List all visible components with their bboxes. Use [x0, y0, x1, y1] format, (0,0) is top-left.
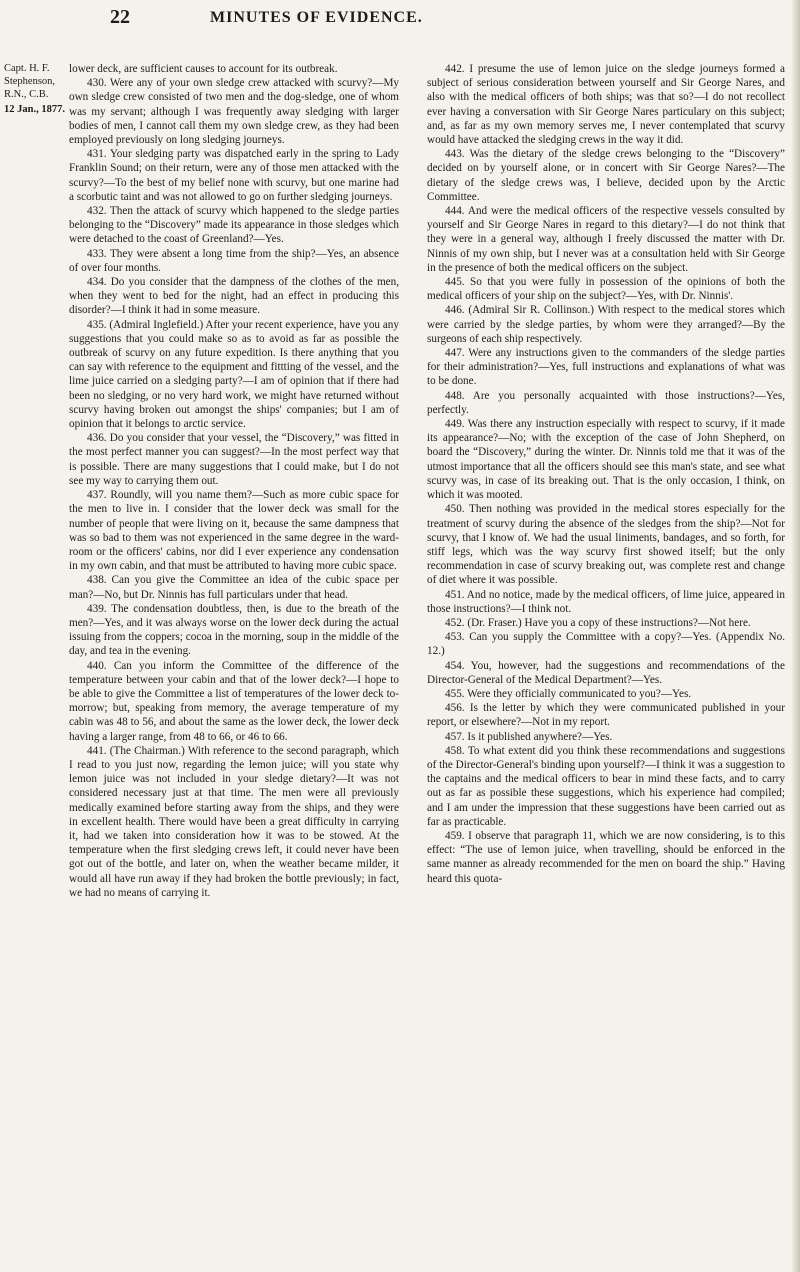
margin-witness-note: Capt. H. F. Stephenson, R.N., C.B. [4, 63, 56, 100]
paragraph: 457. Is it published anywhere?—Yes. [445, 730, 613, 743]
paragraph: 439. The condensation doubtless, then, is due to the breath of the men?—Yes, and it was always worse on the lower deck during the actual issuing from the coppers; cocoa in the morning, soup in the middle of the day, and tea in the evening. [69, 602, 399, 658]
paragraph: 437. Roundly, will you name them?—Such as more cubic space for the men to live in. I consider that the lower deck was small for the number of people that were living on it, because the same dampness that was so bad to them was not experienced in the same degree in the ward-room or the officers' cabins, nor did I ever experience any condensation in my own cabin, and that must be attributed to having more cubic space. [69, 489, 399, 573]
paragraph: 444. And were the medical officers of the respective vessels consulted by yourself and Sir George Nares in regard to this dietary?—I do not think that they were in a general way, although I freely discussed the matter with Dr. Ninnis of my own ship, but I never was at a consultation held with Sir George in the presence of both the medical officers on the subject. [427, 205, 785, 274]
paragraph: 447. Were any instructions given to the commanders of the sledge parties for their administration?—Yes, full instructions and explanations of what was to be done. [427, 347, 785, 388]
paragraph: 453. Can you supply the Committee with a copy?—Yes. (Appendix No. 12.) [427, 631, 785, 658]
paragraph: 458. To what extent did you think these recommendations and suggestions of the Director-General's binding upon yourself?—I think it was a suggestion to the captains and the medical officers to bear in mind these facts, and to carry out as far as possible these suggestions, which his experience had compiled; and I am under the impression that these suggestions have been carried out as far as practicable. [427, 744, 785, 828]
right-column [427, 62, 785, 886]
paragraph: 431. Your sledging party was dispatched early in the spring to Lady Franklin Sound; on their return, were any of those men attacked with the scurvy?—To the best of my belief none with scurvy, but one marine had a scorbutic taint and was not allowed to go on further sledging journeys. [69, 148, 399, 203]
paragraph: 452. (Dr. Fraser.) Have you a copy of these instructions?—Not here. [445, 616, 751, 629]
paragraph: 455. Were they officially communicated to you?—Yes. [445, 687, 692, 700]
paragraph: 435. (Admiral Inglefield.) After your recent experience, have you any suggestions that you could make so as to avoid as far as possible the outbreak of scurvy on any future expedition. Is there anything that you can say with reference to the equipment and fittting of the vessel, and the lime juice carried on a sledging party?—I am of opinion that if there had been no sledging, or no very hard work, we might have returned without scurvy having broken out amongst the ships' companies; but I am of opinion that it belongs to arctic service. [69, 318, 399, 431]
running-title: MINUTES OF EVIDENCE. [210, 9, 423, 26]
margin-date-note: 12 Jan., 1877. [4, 104, 65, 115]
page-number: 22 [110, 6, 130, 28]
page-edge-shadow [791, 0, 800, 1272]
paragraph: 432. Then the attack of scurvy which happened to the sledge parties belonging to the “Discovery” made its appearance in those sledges which were detached to the coast of Greenland?—Yes. [69, 205, 399, 246]
paragraph: 438. Can you give the Committee an idea of the cubic space per man?—No, but Dr. Ninnis has full particulars under that head. [69, 574, 399, 601]
paragraph: 443. Was the dietary of the sledge crews belonging to the “Discovery” decided on by yourself alone, or in concert with Sir George Nares?—The dietary of the sledge crews was, I believe, decided upon by the Arctic Committee. [427, 148, 785, 203]
paragraph: 441. (The Chairman.) With reference to the second paragraph, which I read to you just now, regarding the lemon juice; will you state why lemon juice was not included in your sledge dietary?—It was not considered necessary just at that time. The men were all previously medically examined before starting away from the ships, and they were in excellent health. There would have been a great difficulty in carrying it, had we taken into consideration how it was to be stowed. At the temperature when the first sledging crews left, it could never have been got out of the bottle, and later on, when the weather became milder, it would all have run away if they had broken the bottle previously; in fact, we had no means of carrying it. [69, 744, 399, 899]
paragraph: 450. Then nothing was provided in the medical stores especially for the treatment of scurvy during the absence of the sledges from the ship?—Not for scurvy, that I know of. We had the usual liniments, bandages, and so forth, for stiff legs, which was the way scurvy first showed itself; but the only recommendation in case of scurvy breaking out, was complete rest and change of diet where it was possible. [427, 503, 785, 587]
paragraph: 446. (Admiral Sir R. Collinson.) With respect to the medical stores which were carried by the sledge parties, by whom were they arranged?—By the surgeons of each ship respectively. [427, 304, 785, 345]
paragraph: lower deck, are sufficient causes to account for its outbreak. [69, 63, 338, 75]
paragraph: 454. You, however, had the suggestions and recommendations of the Director-General of the Medical Department?—Yes. [427, 659, 785, 686]
paragraph: 434. Do you consider that the dampness of the clothes of the men, when they went to bed for the night, had an effect in producing this disorder?—I think it had in some measure. [69, 276, 399, 317]
paragraph: 440. Can you inform the Committee of the difference of the temperature between your cabin and that of the lower deck?—I hope to be able to give the Committee a list of temperatures of the lower deck to-morrow; but, speaking from memory, the average temperature of my cabin was 48 to 56, and about the same as the lower deck, the lower deck having a larger range, from 48 to 66, or 46 to 66. [69, 659, 399, 743]
paragraph: 445. So that you were fully in possession of the opinions of both the medical officers of your ship on the subject?—Yes, with Dr. Ninnis'. [427, 276, 785, 303]
paragraph: 442. I presume the use of lemon juice on the sledge journeys formed a subject of serious consideration between yourself and Sir George Nares, and also with the medical officers of both ships; was that so?—I do not recollect ever having a conversation with Sir George Nares particulary on this subject; and, as far as my own memory serves me, I never contemplated that scurvy would have attacked the sledging crews in the way it did. [427, 63, 785, 147]
paragraph: 456. Is the letter by which they were communicated published in your report, or elsewhere?—Not in my report. [427, 702, 785, 729]
paragraph: 433. They were absent a long time from the ship?—Yes, an absence of over four months. [69, 247, 399, 274]
paragraph: 451. And no notice, made by the medical officers, of lime juice, appeared in those instructions?—I think not. [427, 588, 785, 615]
left-column [69, 62, 399, 900]
paragraph: 449. Was there any instruction especially with respect to scurvy, if it made its appearance?—No; with the exception of the case of John Shepherd, on board the “Discovery,” during the winter. Dr. Ninnis told me that it was of the utmost importance that all the officers should see this man's state, and see what scurvy was, in case of its breaking out. That is the only occasion, I think, on which it was mooted. [427, 418, 785, 502]
paragraph: 448. Are you personally acquainted with those instructions?—Yes, perfectly. [427, 389, 785, 416]
paragraph: 430. Were any of your own sledge crew attacked with scurvy?—My own sledge crew consisted of two men and the dog-sledge, one of whom was my servant; although I was frequently away sledging with larger bodies of men, I cannot call them my own sledge crew, as they had been employed previously on long sledging journeys. [69, 77, 399, 147]
paragraph: 459. I observe that paragraph 11, which we are now considering, is to this effect: “The use of lemon juice, when travelling, should be enforced in the same manner as already recommended for the men on board the ship.” Having heard this quota- [427, 829, 785, 885]
paragraph: 436. Do you consider that your vessel, the “Discovery,” was fitted in the most perfect manner you can suggest?—In the most perfect way that is possible. There are many suggestions that I could make, but I do not see my way to carrying them out. [69, 432, 399, 487]
